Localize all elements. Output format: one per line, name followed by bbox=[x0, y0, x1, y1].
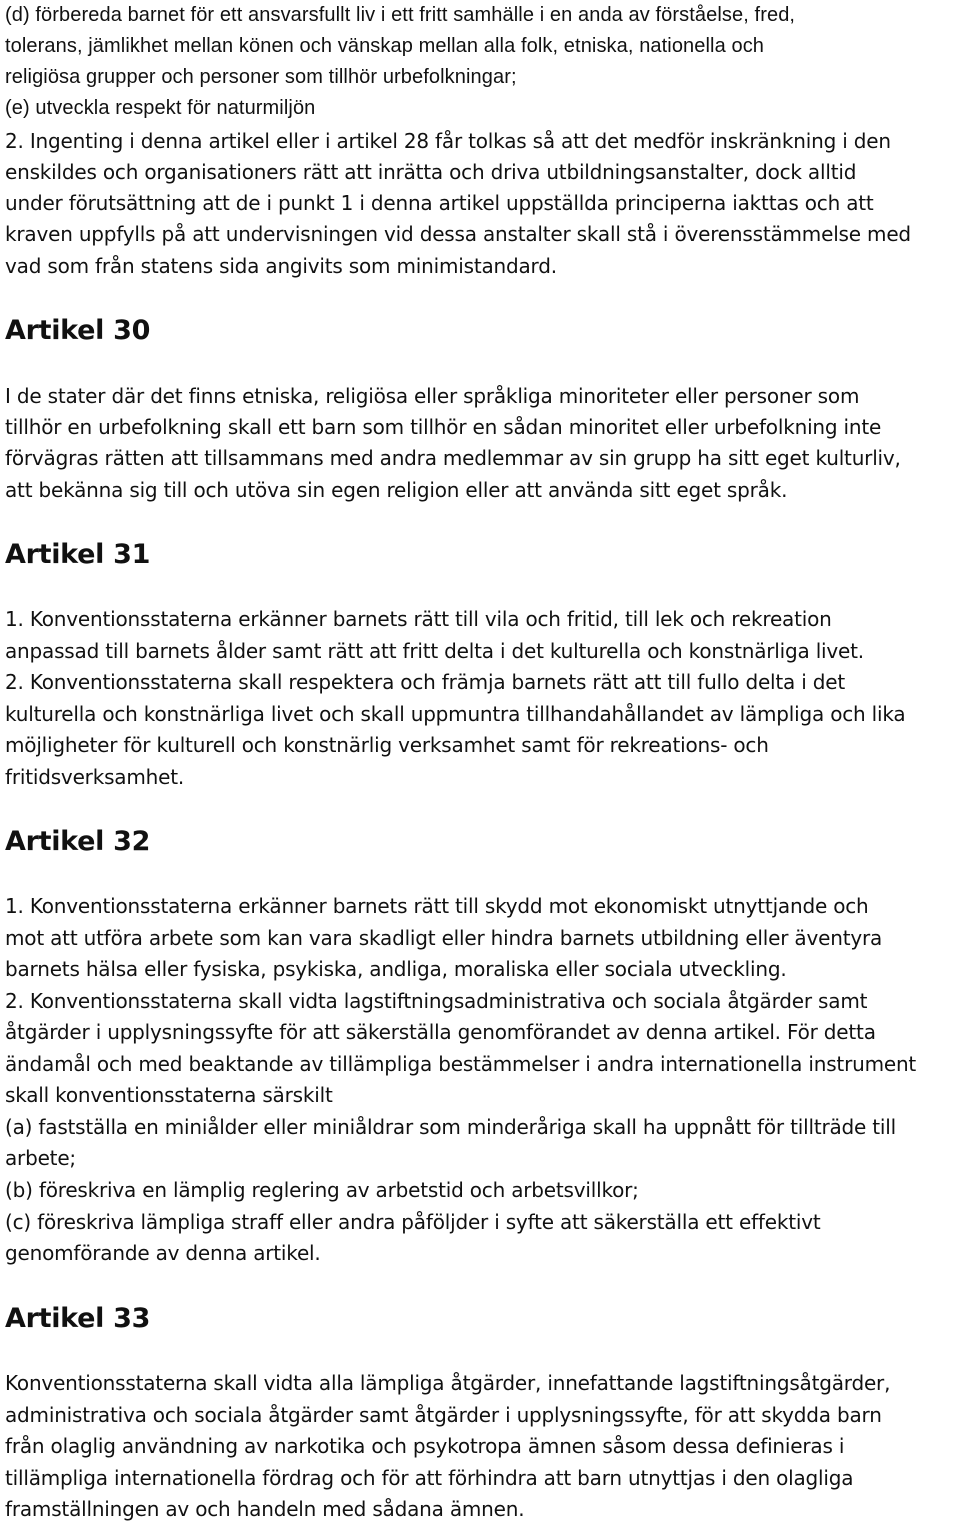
paragraph-line: arbete; bbox=[5, 1146, 76, 1170]
article-33-heading: Artikel 33 bbox=[5, 1303, 151, 1334]
paragraph-line: barnets hälsa eller fysiska, psykiska, andliga, moraliska eller sociala utveckling. bbox=[5, 957, 787, 981]
paragraph-line: (a) fastställa en miniålder eller miniåldrar som minderåriga skall ha uppnått för tillträde till bbox=[5, 1115, 897, 1139]
paragraph-line: ändamål och med beaktande av tillämpliga bestämmelser i andra internationella instrument bbox=[5, 1052, 917, 1076]
paragraph-line: möjligheter för kulturell och konstnärlig verksamhet samt för rekreations- och bbox=[5, 733, 769, 757]
article-30-heading: Artikel 30 bbox=[5, 315, 151, 346]
paragraph-line: förvägras rätten att tillsammans med andra medlemmar av sin grupp ha sitt eget kulturliv, bbox=[5, 446, 901, 470]
paragraph-line: I de stater där det finns etniska, religiösa eller språkliga minoriteter eller personer som bbox=[5, 384, 860, 408]
paragraph-line: tillhör en urbefolkning skall ett barn som tillhör en sådan minoritet eller urbefolkning inte bbox=[5, 415, 882, 439]
paragraph-line: kulturella och konstnärliga livet och skall uppmuntra tillhandahållandet av lämpliga och lika bbox=[5, 702, 906, 726]
paragraph-line: (b) föreskriva en lämplig reglering av arbetstid och arbetsvillkor; bbox=[5, 1178, 639, 1202]
article-31-heading: Artikel 31 bbox=[5, 539, 151, 570]
intro-line: tolerans, jämlikhet mellan könen och vänskap mellan alla folk, etniska, nationella och bbox=[5, 35, 765, 57]
article-32-heading: Artikel 32 bbox=[5, 826, 151, 857]
paragraph-line: administrativa och sociala åtgärder samt åtgärder i upplysningssyfte, för att skydda barn bbox=[5, 1403, 882, 1427]
paragraph-line: åtgärder i upplysningssyfte för att säkerställa genomförandet av denna artikel. För detta bbox=[5, 1020, 876, 1044]
paragraph-line: tillämpliga internationella fördrag och för att förhindra att barn utnyttjas i den olagliga bbox=[5, 1466, 854, 1490]
paragraph-line: skall konventionsstaterna särskilt bbox=[5, 1083, 333, 1107]
intro-line-d: (d) förbereda barnet för ett ansvarsfullt liv i ett fritt samhälle i en anda av förståelse, fred, bbox=[5, 4, 796, 26]
intro-line-e: (e) utveckla respekt för naturmiljön bbox=[5, 97, 316, 119]
paragraph-line: (c) föreskriva lämpliga straff eller andra påföljder i syfte att säkerställa ett effektivt bbox=[5, 1210, 821, 1234]
paragraph-line: 2. Ingenting i denna artikel eller i artikel 28 får tolkas så att det medför inskränkning i den bbox=[5, 129, 891, 153]
paragraph-line: från olaglig användning av narkotika och psykotropa ämnen såsom dessa definieras i bbox=[5, 1434, 845, 1458]
paragraph-line: 2. Konventionsstaterna skall vidta lagstiftningsadministrativa och sociala åtgärder samt bbox=[5, 989, 868, 1013]
paragraph-line: framställningen av och handeln med sådana ämnen. bbox=[5, 1497, 525, 1521]
paragraph-line: anpassad till barnets ålder samt rätt att fritt delta i det kulturella och konstnärliga livet. bbox=[5, 639, 864, 663]
paragraph-line: att bekänna sig till och utöva sin egen religion eller att använda sitt eget språk. bbox=[5, 478, 788, 502]
paragraph-line: mot att utföra arbete som kan vara skadligt eller hindra barnets utbildning eller äventyra bbox=[5, 926, 883, 950]
paragraph-line: 1. Konventionsstaterna erkänner barnets rätt till skydd mot ekonomiskt utnyttjande och bbox=[5, 894, 869, 918]
paragraph-line: 2. Konventionsstaterna skall respektera och främja barnets rätt att till fullo delta i det bbox=[5, 670, 846, 694]
paragraph-line: genomförande av denna artikel. bbox=[5, 1241, 321, 1265]
paragraph-line: kraven uppfylls på att undervisningen vid dessa anstalter skall stå i överensstämmelse med bbox=[5, 222, 911, 246]
intro-line: religiösa grupper och personer som tillhör urbefolkningar; bbox=[5, 66, 517, 88]
paragraph-line: enskildes och organisationers rätt att inrätta och driva utbildningsanstalter, dock alltid bbox=[5, 160, 857, 184]
paragraph-line: under förutsättning att de i punkt 1 i denna artikel uppställda principerna iakttas och att bbox=[5, 191, 874, 215]
paragraph-line: vad som från statens sida angivits som minimistandard. bbox=[5, 254, 557, 278]
paragraph-line: 1. Konventionsstaterna erkänner barnets rätt till vila och fritid, till lek och rekreation bbox=[5, 607, 832, 631]
paragraph-line: Konventionsstaterna skall vidta alla lämpliga åtgärder, innefattande lagstiftningsåtgärder, bbox=[5, 1371, 891, 1395]
paragraph-line: fritidsverksamhet. bbox=[5, 765, 185, 789]
